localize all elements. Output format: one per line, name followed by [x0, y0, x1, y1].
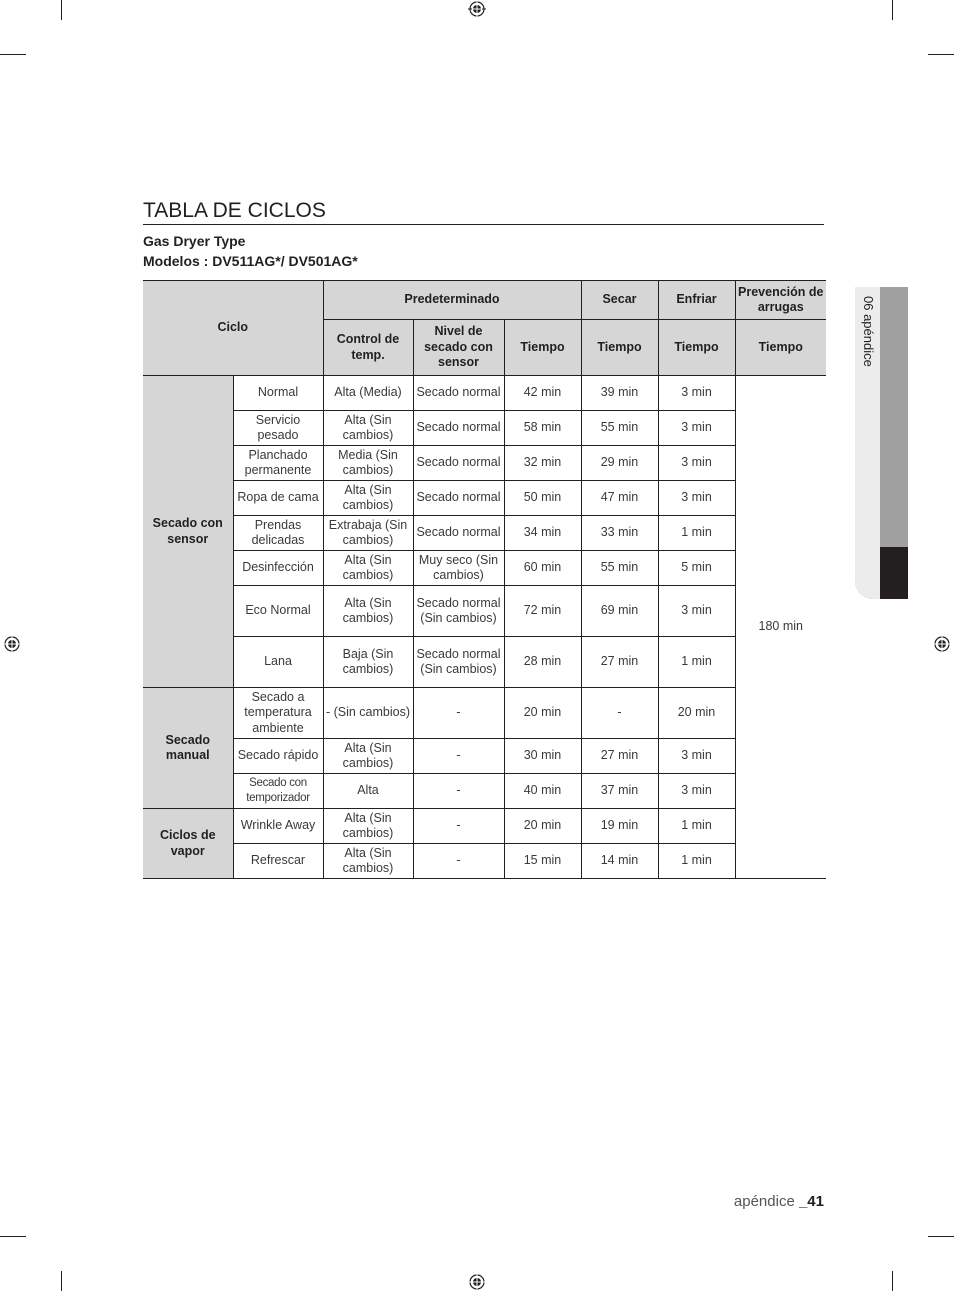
table-row	[143, 688, 826, 739]
header-secar: Secar	[581, 281, 658, 320]
level-cell: Muy seco (Sin cambios)	[413, 551, 504, 586]
level-cell: Secado normal	[413, 516, 504, 551]
header-tiempo: Tiempo	[735, 320, 826, 376]
temp-cell: Alta (Sin cambios)	[323, 844, 413, 879]
header-enfriar: Enfriar	[658, 281, 735, 320]
level-cell: -	[413, 809, 504, 844]
subtitle-dryer-type: Gas Dryer Type	[143, 233, 246, 249]
table-row	[143, 376, 826, 411]
group-label: Secado manual	[143, 688, 233, 809]
temp-cell: Media (Sin cambios)	[323, 446, 413, 481]
page-footer	[734, 1193, 824, 1210]
registration-mark-icon	[468, 1273, 486, 1291]
crop-mark	[892, 1271, 893, 1291]
chapter-tab-marker	[880, 547, 908, 599]
temp-cell: Alta (Sin cambios)	[323, 411, 413, 446]
temp-cell: Alta (Media)	[323, 376, 413, 411]
time-cell: 42 min	[504, 376, 581, 411]
level-cell: Secado normal (Sin cambios)	[413, 637, 504, 688]
level-cell: Secado normal	[413, 446, 504, 481]
time-cell: 40 min	[504, 774, 581, 809]
dry-cell: 55 min	[581, 411, 658, 446]
table-row	[143, 774, 826, 809]
dry-cell: 14 min	[581, 844, 658, 879]
time-cell: 28 min	[504, 637, 581, 688]
registration-mark-icon	[3, 635, 21, 653]
cool-cell: 3 min	[658, 774, 735, 809]
cool-cell: 3 min	[658, 446, 735, 481]
cool-cell: 20 min	[658, 688, 735, 739]
temp-cell: Extrabaja (Sin cambios)	[323, 516, 413, 551]
page-title: TABLA DE CICLOS	[143, 199, 824, 225]
table-row	[143, 551, 826, 586]
registration-mark-icon	[468, 0, 486, 18]
dry-cell: 39 min	[581, 376, 658, 411]
subtitle-models: Modelos : DV511AG*/ DV501AG*	[143, 253, 358, 269]
temp-cell: Alta	[323, 774, 413, 809]
footer-label: apéndice	[733, 1193, 795, 1210]
cycle-name: Planchado permanente	[233, 446, 323, 481]
header-tiempo: Tiempo	[658, 320, 735, 376]
time-cell: 58 min	[504, 411, 581, 446]
time-cell: 60 min	[504, 551, 581, 586]
temp-cell: Alta (Sin cambios)	[323, 481, 413, 516]
table-row	[143, 809, 826, 844]
crop-mark	[0, 1236, 26, 1237]
group-label: Ciclos de vapor	[143, 809, 233, 879]
time-cell: 20 min	[504, 809, 581, 844]
temp-cell: Baja (Sin cambios)	[323, 637, 413, 688]
crop-mark	[61, 0, 62, 20]
crop-mark	[928, 1236, 954, 1237]
cycle-name: Secado con temporizador	[233, 774, 323, 809]
cycle-name: Wrinkle Away	[233, 809, 323, 844]
dry-cell: 33 min	[581, 516, 658, 551]
chapter-tab-label: 06 apéndice	[861, 296, 876, 367]
group-label: Secado con sensor	[143, 376, 233, 688]
time-cell: 72 min	[504, 586, 581, 637]
cool-cell: 1 min	[658, 637, 735, 688]
header-prevencion: Prevención de arrugas	[735, 281, 826, 320]
page-number: _41	[798, 1193, 824, 1210]
cycle-name: Refrescar	[233, 844, 323, 879]
registration-mark-icon	[933, 635, 951, 653]
header-predeterminado: Predeterminado	[323, 281, 581, 320]
time-cell: 15 min	[504, 844, 581, 879]
dry-cell: 37 min	[581, 774, 658, 809]
level-cell: -	[413, 844, 504, 879]
dry-cell: 69 min	[581, 586, 658, 637]
level-cell: Secado normal	[413, 411, 504, 446]
cool-cell: 1 min	[658, 809, 735, 844]
crop-mark	[0, 54, 26, 55]
temp-cell: Alta (Sin cambios)	[323, 809, 413, 844]
level-cell: -	[413, 774, 504, 809]
time-cell: 30 min	[504, 739, 581, 774]
cool-cell: 5 min	[658, 551, 735, 586]
time-cell: 34 min	[504, 516, 581, 551]
cool-cell: 1 min	[658, 516, 735, 551]
cool-cell: 3 min	[658, 376, 735, 411]
cycle-name: Secado rápido	[233, 739, 323, 774]
dry-cell: 27 min	[581, 637, 658, 688]
table-row	[143, 516, 826, 551]
cycle-name: Prendas delicadas	[233, 516, 323, 551]
dry-cell: -	[581, 688, 658, 739]
dry-cell: 55 min	[581, 551, 658, 586]
level-cell: Secado normal	[413, 481, 504, 516]
cool-cell: 3 min	[658, 739, 735, 774]
temp-cell: Alta (Sin cambios)	[323, 586, 413, 637]
dry-cell: 27 min	[581, 739, 658, 774]
cycle-name: Eco Normal	[233, 586, 323, 637]
table-row	[143, 446, 826, 481]
time-cell: 20 min	[504, 688, 581, 739]
dry-cell: 19 min	[581, 809, 658, 844]
header-ciclo: Ciclo	[143, 281, 323, 376]
cycle-name: Ropa de cama	[233, 481, 323, 516]
table-row	[143, 844, 826, 879]
header-tiempo: Tiempo	[581, 320, 658, 376]
cycle-name: Normal	[233, 376, 323, 411]
table-row	[143, 411, 826, 446]
header-control-temp: Control de temp.	[323, 320, 413, 376]
time-cell: 50 min	[504, 481, 581, 516]
cool-cell: 3 min	[658, 586, 735, 637]
crop-mark	[928, 54, 954, 55]
header-tiempo: Tiempo	[504, 320, 581, 376]
cycle-name: Lana	[233, 637, 323, 688]
cycle-name: Desinfección	[233, 551, 323, 586]
level-cell: -	[413, 688, 504, 739]
header-nivel-secado: Nivel de secado con sensor	[413, 320, 504, 376]
dry-cell: 29 min	[581, 446, 658, 481]
table-row	[143, 739, 826, 774]
cycle-table	[143, 280, 826, 879]
level-cell: Secado normal	[413, 376, 504, 411]
cycle-name: Secado a temperatura ambiente	[233, 688, 323, 739]
level-cell: Secado normal (Sin cambios)	[413, 586, 504, 637]
temp-cell: - (Sin cambios)	[323, 688, 413, 739]
cycle-name: Servicio pesado	[233, 411, 323, 446]
cool-cell: 3 min	[658, 481, 735, 516]
cool-cell: 1 min	[658, 844, 735, 879]
table-row	[143, 481, 826, 516]
temp-cell: Alta (Sin cambios)	[323, 551, 413, 586]
crop-mark	[61, 1271, 62, 1291]
cool-cell: 3 min	[658, 411, 735, 446]
dry-cell: 47 min	[581, 481, 658, 516]
level-cell: -	[413, 739, 504, 774]
table-row	[143, 637, 826, 688]
prevencion-value: 180 min	[735, 376, 826, 879]
crop-mark	[892, 0, 893, 20]
table-row	[143, 586, 826, 637]
temp-cell: Alta (Sin cambios)	[323, 739, 413, 774]
time-cell: 32 min	[504, 446, 581, 481]
